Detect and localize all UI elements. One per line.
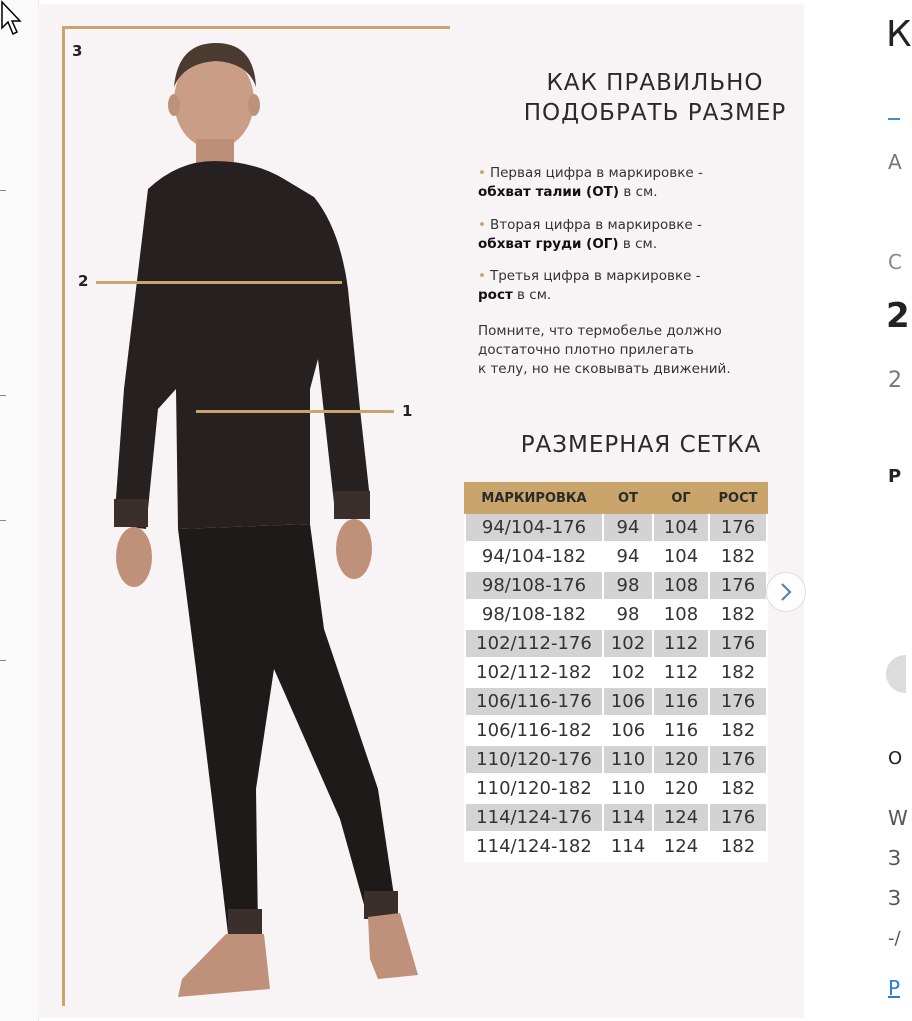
cell-marking: 110/120-176 bbox=[465, 745, 603, 774]
height-vertical-line bbox=[62, 26, 65, 1006]
label-fragment: С bbox=[888, 250, 902, 274]
description-heading-fragment: О bbox=[888, 748, 903, 769]
note-line: к телу, но не сковывать движений. bbox=[478, 361, 731, 377]
bullet-bold: обхват талии (ОТ) bbox=[478, 184, 620, 200]
fit-note bbox=[478, 322, 778, 379]
header-marking: МАРКИРОВКА bbox=[465, 483, 603, 513]
cell-chest: 116 bbox=[653, 716, 709, 745]
bullet-tail: в см. bbox=[618, 236, 658, 252]
strip-tick bbox=[0, 190, 6, 191]
cell-waist: 98 bbox=[603, 571, 653, 600]
cell-chest: 112 bbox=[653, 658, 709, 687]
cell-waist: 110 bbox=[603, 774, 653, 803]
cell-waist: 106 bbox=[603, 716, 653, 745]
cell-waist: 102 bbox=[603, 629, 653, 658]
chest-line bbox=[96, 281, 342, 284]
note-line: достаточно плотно прилегать bbox=[478, 342, 694, 358]
old-price-fragment: 2 bbox=[888, 368, 902, 393]
description-line-fragment: З bbox=[888, 886, 901, 910]
cell-waist: 114 bbox=[603, 803, 653, 832]
cell-waist: 110 bbox=[603, 745, 653, 774]
guide-title-line: ПОДОБРАТЬ РАЗМЕР bbox=[523, 100, 787, 126]
strip-tick bbox=[0, 660, 6, 661]
size-table-row bbox=[465, 774, 767, 803]
bullet-height: • Третья цифра в маркировке - рост в см. bbox=[478, 268, 701, 303]
cell-waist: 94 bbox=[603, 542, 653, 571]
cell-height: 182 bbox=[709, 832, 767, 861]
cell-chest: 120 bbox=[653, 745, 709, 774]
more-link-fragment[interactable]: Р bbox=[888, 976, 901, 1000]
size-table-row bbox=[465, 745, 767, 774]
cell-waist: 106 bbox=[603, 687, 653, 716]
strip-tick bbox=[0, 520, 6, 521]
bullet-text: Вторая цифра в маркировке - bbox=[489, 217, 702, 233]
cell-waist: 98 bbox=[603, 600, 653, 629]
guide-title-line: КАК ПРАВИЛЬНО bbox=[546, 70, 764, 96]
note-line: Помните, что термобелье должно bbox=[478, 323, 722, 339]
price-fragment: 2 bbox=[886, 296, 910, 336]
size-table-row bbox=[465, 629, 767, 658]
header-waist: ОТ bbox=[603, 483, 653, 513]
cell-marking: 106/116-182 bbox=[465, 716, 603, 745]
cell-chest: 108 bbox=[653, 571, 709, 600]
size-table-row bbox=[465, 513, 767, 542]
strip-tick bbox=[0, 395, 6, 396]
cell-marking: 102/112-182 bbox=[465, 658, 603, 687]
info-fragment: А bbox=[888, 150, 902, 174]
model-figure bbox=[78, 29, 438, 1019]
cell-chest: 108 bbox=[653, 600, 709, 629]
bullet-tail: в см. bbox=[619, 184, 658, 200]
cell-marking: 94/104-176 bbox=[465, 513, 603, 542]
cell-height: 176 bbox=[709, 629, 767, 658]
cell-chest: 104 bbox=[653, 542, 709, 571]
size-table bbox=[464, 482, 768, 862]
cell-height: 182 bbox=[709, 600, 767, 629]
cell-height: 176 bbox=[709, 513, 767, 542]
cell-marking: 98/108-182 bbox=[465, 600, 603, 629]
size-table-row bbox=[465, 571, 767, 600]
cell-chest: 124 bbox=[653, 832, 709, 861]
size-table-title: РАЗМЕРНАЯ СЕТКА bbox=[520, 432, 762, 458]
waist-line bbox=[196, 410, 394, 413]
bullet-bold: рост bbox=[478, 287, 513, 303]
chest-label: 2 bbox=[78, 272, 89, 290]
cell-chest: 124 bbox=[653, 803, 709, 832]
bullet-tail: в см. bbox=[512, 287, 552, 303]
size-table-row bbox=[465, 716, 767, 745]
bullet-bold: обхват груди (ОГ) bbox=[478, 236, 619, 252]
cell-chest: 112 bbox=[653, 629, 709, 658]
section-label-fragment: Р bbox=[888, 466, 902, 487]
cell-marking: 102/112-176 bbox=[465, 629, 603, 658]
cell-waist: 114 bbox=[603, 832, 653, 861]
cell-waist: 102 bbox=[603, 658, 653, 687]
size-table-row bbox=[465, 687, 767, 716]
product-title-fragment: К bbox=[886, 14, 912, 55]
cell-marking: 98/108-176 bbox=[465, 571, 603, 600]
bullet-waist: • Первая цифра в маркировке - обхват талии (ОТ) в см. bbox=[478, 165, 703, 200]
size-table-row bbox=[465, 803, 767, 832]
cell-height: 176 bbox=[709, 803, 767, 832]
header-height: РОСТ bbox=[709, 483, 767, 513]
cell-marking: 106/116-176 bbox=[465, 687, 603, 716]
tab-underline bbox=[888, 118, 900, 120]
size-table-row bbox=[465, 542, 767, 571]
size-table-row bbox=[465, 832, 767, 861]
mouse-pointer-icon bbox=[0, 0, 26, 40]
cell-height: 176 bbox=[709, 687, 767, 716]
cell-marking: 114/124-182 bbox=[465, 832, 603, 861]
bullet-chest: • Вторая цифра в маркировке - обхват груди (ОГ) в см. bbox=[478, 217, 702, 252]
quantity-control-fragment[interactable] bbox=[886, 655, 906, 693]
cell-height: 176 bbox=[709, 571, 767, 600]
cell-height: 176 bbox=[709, 745, 767, 774]
size-guide-image bbox=[38, 4, 804, 1018]
cell-chest: 120 bbox=[653, 774, 709, 803]
height-marker-label: 3 bbox=[72, 42, 83, 60]
cell-marking: 110/120-182 bbox=[465, 774, 603, 803]
cell-height: 182 bbox=[709, 774, 767, 803]
cell-marking: 94/104-182 bbox=[465, 542, 603, 571]
bullet-text: Первая цифра в маркировке - bbox=[489, 165, 703, 181]
cell-chest: 104 bbox=[653, 513, 709, 542]
guide-title bbox=[480, 68, 830, 128]
left-strip bbox=[0, 0, 39, 1021]
header-chest: ОГ bbox=[653, 483, 709, 513]
description-line-fragment: З bbox=[888, 846, 901, 870]
description-line-fragment: -/ bbox=[888, 928, 901, 949]
chevron-right-icon bbox=[777, 581, 795, 603]
cell-height: 182 bbox=[709, 716, 767, 745]
cell-chest: 116 bbox=[653, 687, 709, 716]
cell-height: 182 bbox=[709, 542, 767, 571]
size-table-row bbox=[465, 600, 767, 629]
description-line-fragment: W bbox=[888, 806, 908, 830]
bullet-text: Третья цифра в маркировке - bbox=[489, 268, 701, 284]
waist-label: 1 bbox=[402, 402, 413, 420]
cell-marking: 114/124-176 bbox=[465, 803, 603, 832]
carousel-next-button[interactable] bbox=[766, 572, 806, 612]
cell-height: 182 bbox=[709, 658, 767, 687]
size-table-row bbox=[465, 658, 767, 687]
size-table-header bbox=[465, 483, 767, 513]
cell-waist: 94 bbox=[603, 513, 653, 542]
